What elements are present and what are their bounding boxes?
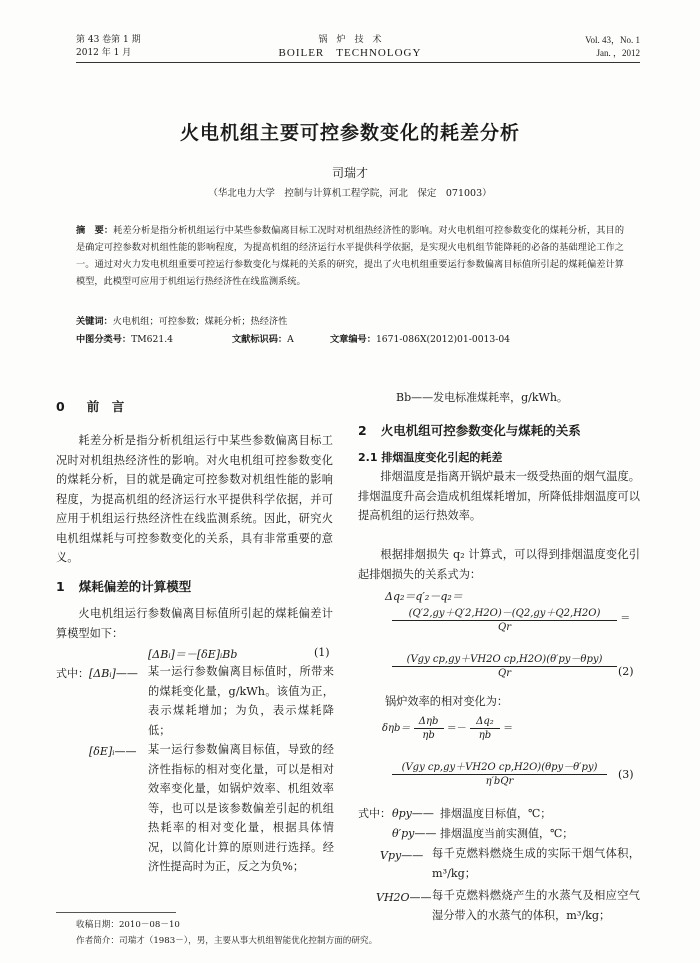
doc-value: A — [287, 334, 294, 345]
abstract — [76, 222, 624, 290]
eq3-numerator: (Vgy cp,gy＋VH2O cp,H2O)(θpy－θ′py) — [392, 758, 607, 775]
d2-text: 排烟温度当前实测值，℃； — [440, 827, 574, 840]
keywords-text: 火电机组；可控参数；煤耗分析；热经济性 — [112, 316, 288, 327]
article-number — [330, 331, 510, 345]
equation-2-fraction-1: $\frac{(Q'2,gy+Q'2,H2O)-(Q2,gy+Q2,H2O)}{Qr}$ ＝ — [392, 604, 630, 633]
equation-2-number: (2) — [618, 665, 634, 678]
footnote-rule — [56, 912, 176, 913]
eq3-denominator: η′bQr — [485, 776, 514, 787]
eq2-numerator-2: (Vgy cp,gy＋VH2O cp,H2O)(θ′py－θpy) — [392, 650, 617, 667]
header-rule — [76, 62, 640, 63]
eq3-f2-den: ηb — [478, 730, 492, 741]
journal-name-cn: 锅 炉 技 术 — [318, 35, 382, 45]
eq3-f1-num: Δηb — [414, 716, 444, 729]
loss-formula-intro: 根据排烟损失 q₂ 计算式，可以得到排烟温度变化引起排烟损失的关系式为： — [358, 548, 640, 581]
where-label-right: 式中： — [358, 807, 391, 820]
clc-value: TM621.4 — [131, 334, 173, 345]
eq2-denominator-2: Qr — [498, 668, 511, 679]
eq2-numerator-1: (Q′2,gy＋Q′2,H2O)－(Q2,gy＋Q2,H2O) — [392, 604, 617, 621]
equation-1-number: (1) — [314, 646, 330, 659]
section-1-number: 1 — [56, 579, 65, 594]
def2-text: 某一运行参数偏离目标值，导致的经济性指标的相对变化量，可以是相对效率变化量，如锅炉效率、机组效率等，也可以是该参数偏差引起的机组热耗率的相对变化量，根据具体情况，以简化计算的原则进行选择。经济性提高时为正，反之为负%； — [148, 743, 334, 873]
equation-2-lhs: Δq₂＝q′₂－q₂＝ — [385, 590, 463, 603]
clc-number — [76, 331, 173, 345]
model-intro: 火电机组运行参数偏离目标值所引起的煤耗偏差计算模型如下： — [56, 607, 333, 640]
section-0-number: 0 — [56, 399, 65, 414]
art-label: 文章编号： — [330, 334, 376, 345]
subsection-2-1: 2.1 排烟温度变化引起的耗差 — [358, 451, 503, 464]
section-1-heading — [56, 577, 191, 595]
eq3-lhs: δηb＝ — [382, 723, 411, 734]
abstract-text: 耗差分析是指分析机组运行中某些参数偏离目标工况时对机组热经济性的影响。对火电机组可控参数变化的煤耗分析，其目的是确定可控参数对机组性能的影响程度，为提高机组的经济运行水平提供科学依据，是实现火电机组节能降耗的必备的基础理论工作之一。通过对火力发电机组重要可控运行参数变化与煤耗的关系的研究，提出了火电机组重要运行参数偏离目标值所引起的煤耗偏差计算模型，此模型可应用于机组运行热经济性在线监测系统。 — [76, 225, 625, 287]
d3-text: 每千克燃料燃烧生成的实际干烟气体积，m³/kg； — [432, 847, 640, 880]
d4-symbol: VH2O—— — [376, 891, 432, 904]
section-2-number: 2 — [358, 423, 367, 438]
d3-symbol: Vpy—— — [380, 849, 424, 862]
d1-text: 排烟温度目标值，℃； — [440, 807, 552, 820]
issue-date-en: Jan. ，2012 — [596, 48, 640, 58]
section-2-title: 火电机组可控参数变化与煤耗的关系 — [380, 423, 581, 438]
section-2-heading — [358, 421, 581, 439]
d4-text: 每千克燃料燃烧产生的水蒸气及相应空气湿分带入的水蒸气的体积，m³/kg； — [432, 889, 640, 922]
equation-3-fraction — [392, 758, 607, 787]
abstract-label: 摘 要： — [76, 225, 114, 236]
paper-title: 火电机组主要可控参数变化的耗差分析 — [179, 122, 520, 144]
section-0-title: 前 言 — [86, 399, 125, 414]
def1-symbol: [ΔBᵢ]—— — [89, 667, 138, 680]
author-bio: 作者简介：司瑞才（1983－），男，主要从事大机组智能优化控制方面的研究。 — [76, 936, 378, 946]
author: 司瑞才 — [331, 166, 368, 180]
eq3-f1-den: ηb — [422, 730, 435, 741]
volume-issue-en: Vol. 43，No. 1 — [585, 35, 640, 45]
doc-code — [232, 331, 294, 345]
d1-symbol: θpy—— — [392, 807, 434, 820]
equation-1: [ΔBᵢ]＝－[δE]ᵢBb — [148, 648, 238, 661]
clc-label: 中图分类号： — [76, 334, 132, 345]
affiliation: （华北电力大学 控制与计算机工程学院，河北 保定 071003） — [208, 188, 492, 199]
intro-paragraph: 耗差分析是指分析机组运行中某些参数偏离目标工况时对机组热经济性的影响。对火电机组可控参数变化的煤耗分析，目的就是确定可控参数对机组性能的影响程度，为提高机组的经济运行水平提供科学依据，并可应用于机组运行热经济性在线监测系统。因此，研究火电机组煤耗与可控参数变化的关系，具有非常重要的意义。 — [56, 434, 333, 564]
art-value: 1671-086X(2012)01-0013-04 — [375, 334, 511, 345]
equation-2-fraction-2 — [392, 650, 617, 679]
def2-symbol: [δE]ᵢ—— — [89, 745, 137, 758]
eq2-denominator-1: Qr — [498, 622, 511, 633]
bb-definition: Bb——发电标准煤耗率，g/kWh。 — [396, 391, 568, 404]
d2-symbol: θ′py—— — [392, 827, 437, 840]
keywords-label: 关键词： — [76, 316, 113, 327]
issue-date: 2012 年 1 月 — [76, 48, 132, 58]
where-label-left: 式中： — [56, 667, 89, 680]
volume-issue: 第 43 卷第 1 期 — [76, 35, 141, 45]
journal-name-en: BOILER TECHNOLOGY — [278, 47, 422, 59]
journal-volume-en — [585, 34, 640, 60]
section-0-heading — [56, 397, 124, 415]
equation-3-number: (3) — [618, 768, 634, 781]
def1-text: 某一运行参数偏离目标值时，所带来的煤耗变化量，g/kWh。该值为正，表示煤耗增加；为负，表示煤耗降低； — [148, 665, 334, 737]
doc-label: 文献标识码： — [232, 334, 288, 345]
equation-3-top: δηb＝ $\frac{\text{Δηb}}{\eta b}$ ＝－ $\frac{\text{Δq₂}}{\eta b}$ ＝ — [382, 716, 514, 741]
eq3-f2-num: Δq₂ — [470, 716, 500, 729]
efficiency-intro: 锅炉效率的相对变化为： — [385, 695, 509, 708]
keywords — [76, 313, 287, 327]
received-date: 收稿日期：2010－08－10 — [76, 920, 180, 930]
section-1-title: 煤耗偏差的计算模型 — [78, 579, 192, 594]
exhaust-temp-paragraph: 排烟温度是指离开锅炉最末一级受热面的烟气温度。排烟温度升高会造成机组煤耗增加，所降低排烟温度可以提高机组的运行热效率。 — [358, 470, 640, 522]
